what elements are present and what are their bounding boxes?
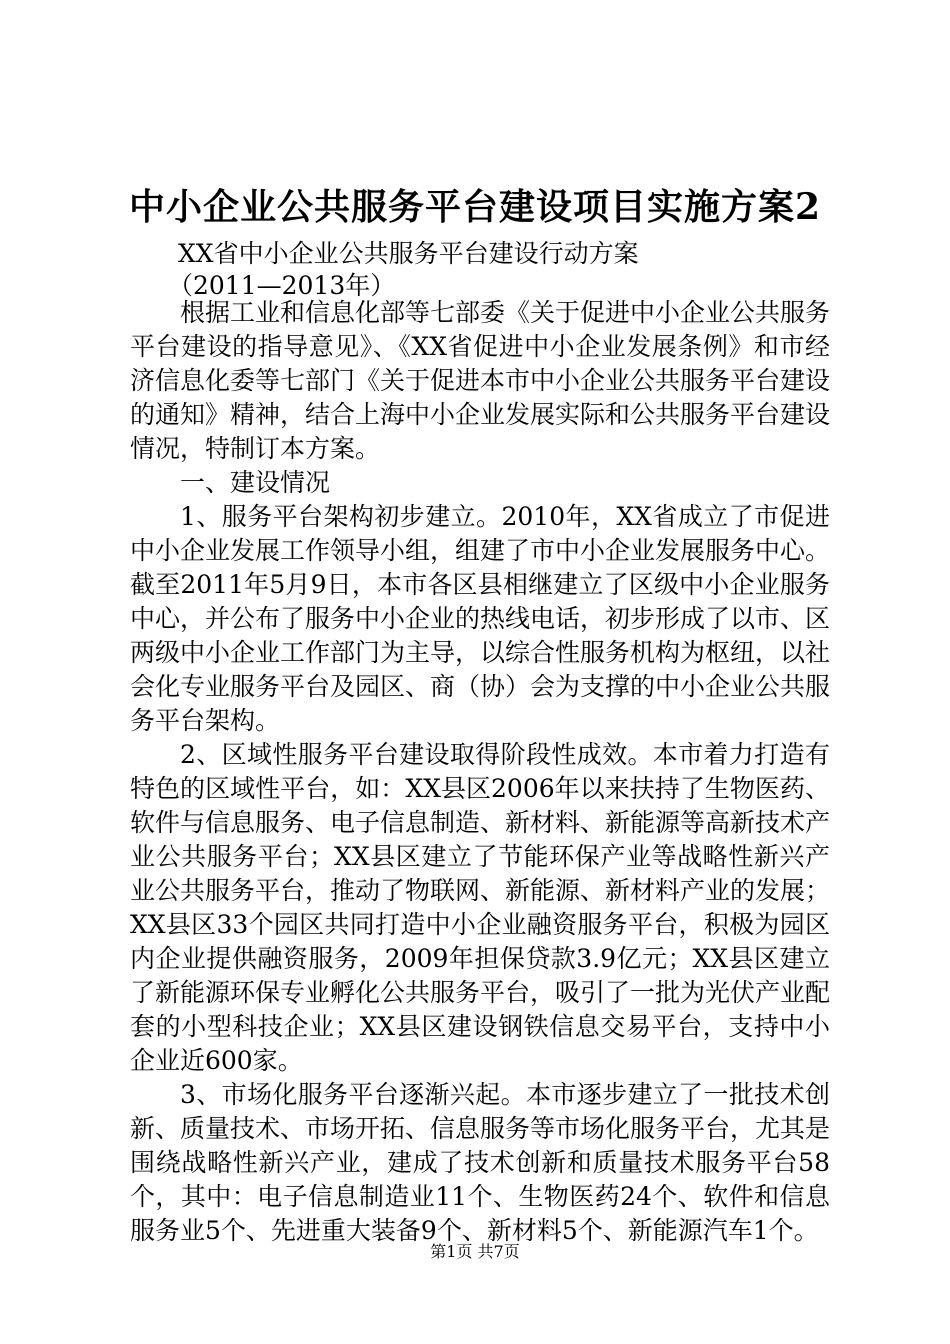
paragraph-item-3: 3、市场化服务平台逐渐兴起。本市逐步建立了一批技术创新、质量技术、市场开拓、信息服务等市场化服务平台，尤其是围绕战略性新兴产业，建成了技术创新和质量技术服务平台58个，其中：电子信息制造业11个、生物医药24个、软件和信息服务业5个、先进重大装备9个、新材料5个、新能源汽车1个。 bbox=[130, 1080, 831, 1245]
document-title: 中小企业公共服务平台建设项目实施方案2 bbox=[128, 186, 822, 228]
document-subtitle: XX省中小企业公共服务平台建设行动方案 bbox=[178, 239, 639, 268]
document-years: （2011—2013年） bbox=[168, 271, 396, 300]
paragraph-item-1: 1、服务平台架构初步建立。2010年，XX省成立了市促进中小企业发展工作领导小组，组建了市中小企业发展服务中心。截至2011年5月9日，本市各区县相继建立了区级中小企业服务中心，并公布了服务中小企业的热线电话，初步形成了以市、区两级中小企业工作部门为主导，以综合性服务机构为枢纽，以社会化专业服务平台及园区、商（协）会为支撑的中小企业公共服务平台架构。 bbox=[130, 502, 831, 735]
document-body bbox=[130, 296, 830, 1248]
page-footer: 第1页 共7页 bbox=[430, 1242, 520, 1261]
section-heading: 一、建设情况 bbox=[180, 468, 331, 497]
paragraph-intro: 根据工业和信息化部等七部委《关于促进中小企业公共服务平台建设的指导意见》、《XX省促进中小企业发展条例》和市经济信息化委等七部门《关于促进本市中小企业公共服务平台建设的通知》精神，结合上海中小企业发展实际和公共服务平台建设情况，特制订本方案。 bbox=[130, 298, 831, 463]
paragraph-item-2: 2、区域性服务平台建设取得阶段性成效。本市着力打造有特色的区域性平台，如：XX县区2006年以来扶持了生物医药、软件与信息服务、电子信息制造、新材料、新能源等高新技术产业公共服务平台；XX县区建立了节能环保产业等战略性新兴产业公共服务平台，推动了物联网、新能源、新材料产业的发展；XX县区33个园区共同打造中小企业融资服务平台，积极为园区内企业提供融资服务，2009年担保贷款3.9亿元；XX县区建立了新能源环保专业孵化公共服务平台，吸引了一批为光伏产业配套的小型科技企业；XX县区建设钢铁信息交易平台，支持中小企业近600家。 bbox=[130, 740, 831, 1075]
